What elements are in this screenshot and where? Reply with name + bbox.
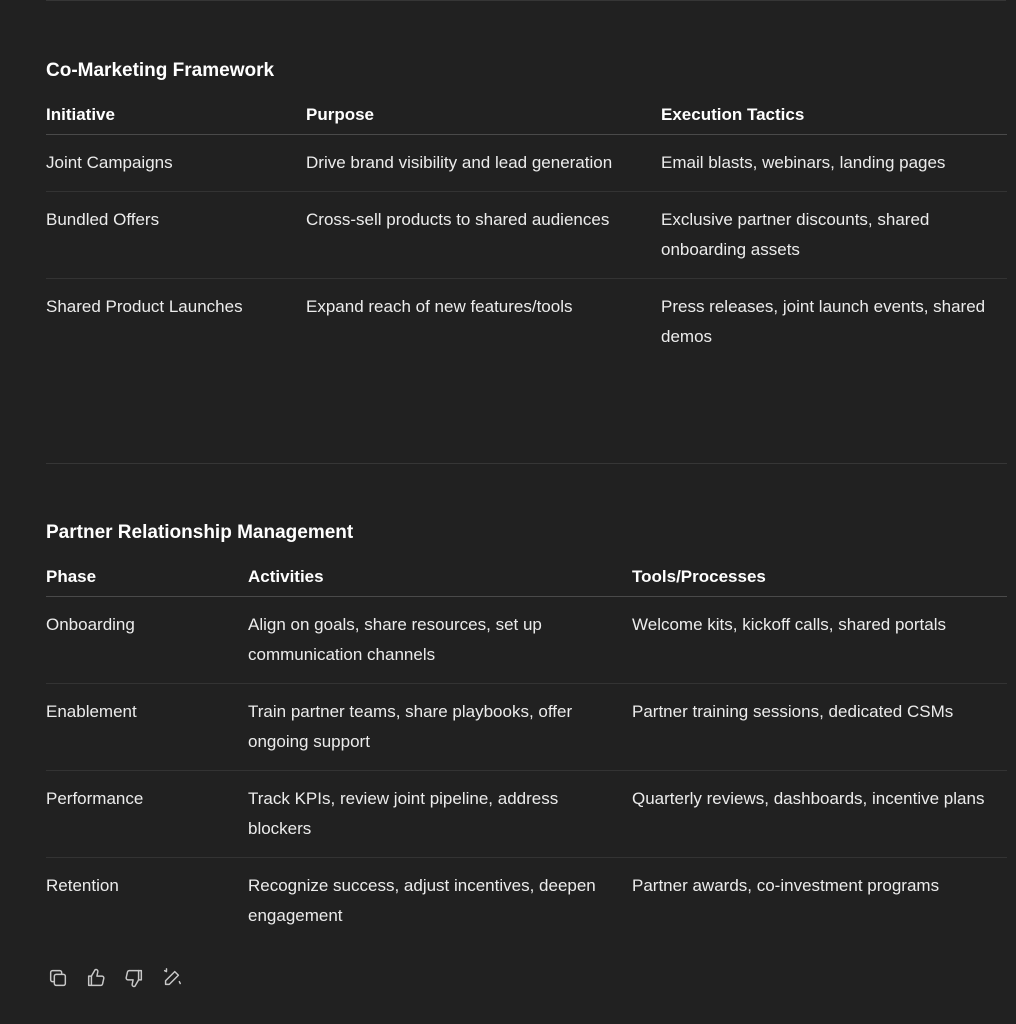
table-cell: Partner training sessions, dedicated CSMs (632, 684, 1007, 771)
table-cell: Align on goals, share resources, set up communication channels (248, 597, 632, 684)
table-row (46, 858, 1007, 945)
table-cell: Bundled Offers (46, 192, 306, 279)
top-divider (46, 0, 1006, 1)
table-cell: Email blasts, webinars, landing pages (661, 135, 1007, 192)
column-header: Execution Tactics (661, 104, 1007, 135)
section-divider (46, 463, 1007, 464)
table-cell: Joint Campaigns (46, 135, 306, 192)
bad-response-button[interactable] (122, 966, 146, 990)
table-row (46, 279, 1007, 366)
table-row (46, 597, 1007, 684)
table-cell: Welcome kits, kickoff calls, shared portals (632, 597, 1007, 684)
column-header: Initiative (46, 104, 306, 135)
section-title: Partner Relationship Management (46, 522, 354, 543)
table-cell: Partner awards, co-investment programs (632, 876, 940, 895)
column-header: Tools/Processes (632, 566, 1007, 597)
table-header-row (46, 104, 1007, 135)
column-header: Activities (248, 566, 632, 597)
table-cell: Press releases, joint launch events, shared demos (661, 297, 986, 346)
good-response-button[interactable] (84, 966, 108, 990)
table-row (46, 684, 1007, 771)
table-cell: Train partner teams, share playbooks, offer ongoing support (248, 684, 632, 771)
prm-section (46, 520, 1007, 944)
thumbs-down-icon (123, 967, 145, 989)
table-cell: Track KPIs, review joint pipeline, address blockers (248, 771, 632, 858)
table-cell: Exclusive partner discounts, shared onboarding assets (661, 192, 1007, 279)
prm-table (46, 566, 1007, 944)
table-cell: Performance (46, 771, 248, 858)
section-title: Co-Marketing Framework (46, 60, 275, 81)
edit-button[interactable] (160, 966, 184, 990)
table-row (46, 771, 1007, 858)
table-header-row (46, 566, 1007, 597)
column-header: Phase (46, 566, 248, 597)
table-cell: Onboarding (46, 597, 248, 684)
table-cell: Recognize success, adjust incentives, deepen engagement (248, 876, 596, 925)
copy-button[interactable] (46, 966, 70, 990)
table-cell: Retention (46, 876, 119, 895)
edit-icon (161, 967, 183, 989)
table-row (46, 192, 1007, 279)
table-cell: Enablement (46, 684, 248, 771)
table-cell: Quarterly reviews, dashboards, incentive plans (632, 771, 1007, 858)
table-cell: Drive brand visibility and lead generation (306, 135, 661, 192)
copy-icon (47, 967, 69, 989)
message-actions (46, 966, 184, 990)
table-cell: Cross-sell products to shared audiences (306, 192, 661, 279)
table-row (46, 135, 1007, 192)
co-marketing-section (46, 58, 1007, 365)
thumbs-up-icon (85, 967, 107, 989)
table-cell: Expand reach of new features/tools (306, 297, 573, 316)
co-marketing-table (46, 104, 1007, 365)
column-header: Purpose (306, 104, 661, 135)
table-cell: Shared Product Launches (46, 297, 243, 316)
